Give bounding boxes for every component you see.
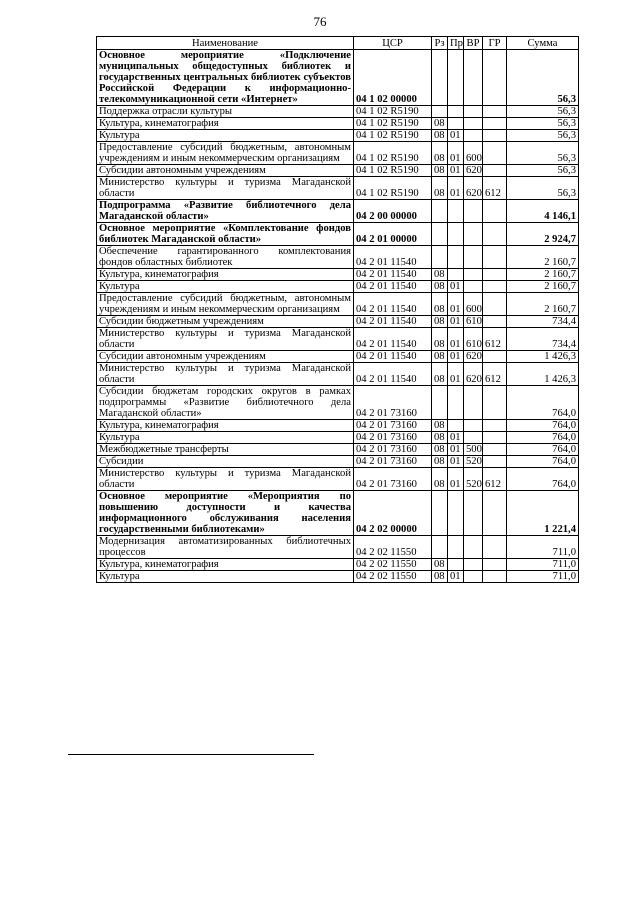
cell-pr: 01 <box>448 142 464 165</box>
cell-vr <box>464 50 483 106</box>
cell-rz: 08 <box>432 165 448 177</box>
cell-rz <box>432 50 448 106</box>
cell-pr <box>448 200 464 223</box>
cell-vr <box>464 559 483 571</box>
cell-pr: 01 <box>448 177 464 200</box>
cell-csr: 04 2 01 11540 <box>354 351 432 363</box>
cell-pr <box>448 118 464 130</box>
cell-name: Модернизация автоматизированных библиотечных процессов <box>97 536 354 559</box>
cell-rz <box>432 223 448 246</box>
cell-sum: 764,0 <box>507 468 579 491</box>
cell-pr: 01 <box>448 165 464 177</box>
cell-sum: 56,3 <box>507 118 579 130</box>
cell-csr: 04 2 01 73160 <box>354 420 432 432</box>
cell-name: Основное мероприятие «Комплектование фондов библиотек Магаданской области» <box>97 223 354 246</box>
cell-sum: 56,3 <box>507 177 579 200</box>
cell-vr <box>464 269 483 281</box>
cell-name: Культура, кинематография <box>97 269 354 281</box>
table-row <box>97 559 579 571</box>
cell-gr: 612 <box>483 468 507 491</box>
cell-gr <box>483 223 507 246</box>
cell-gr <box>483 246 507 269</box>
cell-name: Подпрограмма «Развитие библиотечного дела Магаданской области» <box>97 200 354 223</box>
cell-rz <box>432 246 448 269</box>
table-row <box>97 269 579 281</box>
cell-sum: 56,3 <box>507 142 579 165</box>
cell-vr: 620 <box>464 363 483 386</box>
header-sum: Сумма <box>507 37 579 50</box>
cell-name: Культура <box>97 571 354 583</box>
cell-csr: 04 2 02 00000 <box>354 491 432 536</box>
cell-vr <box>464 491 483 536</box>
cell-sum: 734,4 <box>507 328 579 351</box>
cell-vr: 610 <box>464 328 483 351</box>
cell-vr <box>464 130 483 142</box>
cell-sum: 764,0 <box>507 420 579 432</box>
cell-name: Министерство культуры и туризма Магаданской области <box>97 468 354 491</box>
table-row <box>97 106 579 118</box>
cell-name: Министерство культуры и туризма Магаданской области <box>97 328 354 351</box>
header-pr: Пр <box>448 37 464 50</box>
table-row <box>97 351 579 363</box>
cell-vr <box>464 536 483 559</box>
cell-vr <box>464 432 483 444</box>
cell-sum: 1 426,3 <box>507 363 579 386</box>
cell-vr <box>464 281 483 293</box>
cell-name: Культура <box>97 432 354 444</box>
cell-csr: 04 2 01 11540 <box>354 363 432 386</box>
cell-rz: 08 <box>432 456 448 468</box>
cell-pr: 01 <box>448 363 464 386</box>
table-row <box>97 142 579 165</box>
cell-csr: 04 1 02 R5190 <box>354 142 432 165</box>
cell-vr <box>464 223 483 246</box>
table-row <box>97 432 579 444</box>
cell-vr: 610 <box>464 316 483 328</box>
cell-gr <box>483 293 507 316</box>
cell-csr: 04 2 01 11540 <box>354 293 432 316</box>
cell-pr: 01 <box>448 571 464 583</box>
table-row <box>97 328 579 351</box>
cell-gr <box>483 200 507 223</box>
cell-sum: 711,0 <box>507 571 579 583</box>
cell-pr <box>448 50 464 106</box>
table-body <box>97 50 579 583</box>
cell-name: Субсидии бюджетам городских округов в рамках подпрограммы «Развитие библиотечного дела Магаданской области» <box>97 386 354 420</box>
cell-vr: 620 <box>464 165 483 177</box>
cell-csr: 04 2 00 00000 <box>354 200 432 223</box>
cell-rz: 08 <box>432 293 448 316</box>
table-row <box>97 223 579 246</box>
cell-pr <box>448 386 464 420</box>
cell-csr: 04 2 01 73160 <box>354 432 432 444</box>
cell-gr <box>483 491 507 536</box>
cell-sum: 56,3 <box>507 130 579 142</box>
cell-pr: 01 <box>448 351 464 363</box>
cell-gr <box>483 432 507 444</box>
cell-pr <box>448 223 464 246</box>
cell-pr: 01 <box>448 316 464 328</box>
cell-rz: 08 <box>432 316 448 328</box>
cell-name: Министерство культуры и туризма Магаданской области <box>97 363 354 386</box>
cell-name: Субсидии автономным учреждениям <box>97 351 354 363</box>
cell-name: Субсидии автономным учреждениям <box>97 165 354 177</box>
cell-vr <box>464 246 483 269</box>
cell-pr <box>448 536 464 559</box>
cell-sum: 711,0 <box>507 536 579 559</box>
cell-name: Культура <box>97 281 354 293</box>
cell-rz: 08 <box>432 328 448 351</box>
cell-rz: 08 <box>432 559 448 571</box>
cell-csr: 04 2 01 11540 <box>354 328 432 351</box>
cell-rz: 08 <box>432 281 448 293</box>
cell-sum: 56,3 <box>507 50 579 106</box>
cell-sum: 2 160,7 <box>507 281 579 293</box>
cell-pr: 01 <box>448 468 464 491</box>
cell-name: Культура, кинематография <box>97 118 354 130</box>
cell-sum: 4 146,1 <box>507 200 579 223</box>
table-row <box>97 444 579 456</box>
cell-gr <box>483 165 507 177</box>
cell-rz: 08 <box>432 130 448 142</box>
cell-name: Поддержка отрасли культуры <box>97 106 354 118</box>
header-gr: ГР <box>483 37 507 50</box>
cell-gr <box>483 269 507 281</box>
budget-table <box>96 36 579 583</box>
cell-rz: 08 <box>432 363 448 386</box>
cell-rz: 08 <box>432 571 448 583</box>
page-number: 76 <box>313 14 327 29</box>
cell-gr <box>483 351 507 363</box>
footnote-separator <box>68 754 314 755</box>
header-vr: ВР <box>464 37 483 50</box>
cell-name: Межбюджетные трансферты <box>97 444 354 456</box>
cell-gr <box>483 281 507 293</box>
cell-rz: 08 <box>432 351 448 363</box>
cell-rz: 08 <box>432 118 448 130</box>
cell-pr <box>448 420 464 432</box>
header-rz: Рз <box>432 37 448 50</box>
table-row <box>97 456 579 468</box>
cell-csr: 04 2 02 11550 <box>354 536 432 559</box>
cell-csr: 04 1 02 R5190 <box>354 130 432 142</box>
cell-csr: 04 1 02 R5190 <box>354 165 432 177</box>
cell-gr <box>483 50 507 106</box>
cell-name: Субсидии <box>97 456 354 468</box>
cell-csr: 04 2 01 11540 <box>354 269 432 281</box>
table-row <box>97 293 579 316</box>
table-row <box>97 118 579 130</box>
cell-name: Предоставление субсидий бюджетным, автономным учреждениям и иным некоммерческим организациям <box>97 293 354 316</box>
cell-name: Обеспечение гарантированного комплектования фондов областных библиотек <box>97 246 354 269</box>
cell-gr <box>483 456 507 468</box>
cell-gr <box>483 118 507 130</box>
cell-sum: 1 221,4 <box>507 491 579 536</box>
cell-pr: 01 <box>448 456 464 468</box>
cell-csr: 04 1 02 R5190 <box>354 106 432 118</box>
cell-csr: 04 1 02 00000 <box>354 50 432 106</box>
cell-pr <box>448 491 464 536</box>
cell-name: Культура, кинематография <box>97 420 354 432</box>
cell-csr: 04 2 01 73160 <box>354 444 432 456</box>
cell-rz <box>432 200 448 223</box>
table-row <box>97 316 579 328</box>
cell-pr: 01 <box>448 130 464 142</box>
cell-csr: 04 1 02 R5190 <box>354 118 432 130</box>
cell-rz: 08 <box>432 420 448 432</box>
cell-vr <box>464 571 483 583</box>
table-row <box>97 536 579 559</box>
cell-sum: 2 160,7 <box>507 269 579 281</box>
cell-sum: 2 160,7 <box>507 246 579 269</box>
cell-csr: 04 2 01 00000 <box>354 223 432 246</box>
cell-gr <box>483 106 507 118</box>
table-row <box>97 363 579 386</box>
cell-vr: 620 <box>464 351 483 363</box>
cell-sum: 734,4 <box>507 316 579 328</box>
cell-vr <box>464 118 483 130</box>
table-row <box>97 491 579 536</box>
cell-gr: 612 <box>483 328 507 351</box>
table-header-row <box>97 37 579 50</box>
cell-csr: 04 2 01 73160 <box>354 386 432 420</box>
cell-sum: 2 924,7 <box>507 223 579 246</box>
cell-vr <box>464 106 483 118</box>
cell-name: Культура, кинематография <box>97 559 354 571</box>
cell-vr: 520 <box>464 456 483 468</box>
cell-pr: 01 <box>448 432 464 444</box>
cell-vr: 600 <box>464 293 483 316</box>
cell-sum: 1 426,3 <box>507 351 579 363</box>
table-row <box>97 468 579 491</box>
table-row <box>97 420 579 432</box>
cell-sum: 56,3 <box>507 165 579 177</box>
cell-rz: 08 <box>432 269 448 281</box>
header-name: Наименование <box>97 37 354 50</box>
cell-name: Основное мероприятие «Подключение муниципальных общедоступных библиотек и государственных центральных библиотек субъектов Российской Федерации к информационно-телекоммуникационной сети «Интернет» <box>97 50 354 106</box>
cell-pr: 01 <box>448 293 464 316</box>
cell-pr <box>448 559 464 571</box>
cell-pr: 01 <box>448 328 464 351</box>
table-row <box>97 177 579 200</box>
cell-name: Основное мероприятие «Мероприятия по повышению доступности и качества информационного обслуживания населения государственными библиотеками» <box>97 491 354 536</box>
cell-sum: 764,0 <box>507 432 579 444</box>
cell-gr: 612 <box>483 177 507 200</box>
cell-rz: 08 <box>432 432 448 444</box>
cell-sum: 711,0 <box>507 559 579 571</box>
cell-csr: 04 2 01 11540 <box>354 281 432 293</box>
cell-sum: 764,0 <box>507 456 579 468</box>
cell-csr: 04 1 02 R5190 <box>354 177 432 200</box>
table-row <box>97 165 579 177</box>
cell-gr <box>483 386 507 420</box>
cell-gr <box>483 536 507 559</box>
table-row <box>97 386 579 420</box>
cell-sum: 764,0 <box>507 386 579 420</box>
cell-gr <box>483 142 507 165</box>
cell-csr: 04 2 01 73160 <box>354 456 432 468</box>
cell-vr <box>464 386 483 420</box>
cell-gr <box>483 444 507 456</box>
cell-sum: 764,0 <box>507 444 579 456</box>
cell-rz: 08 <box>432 177 448 200</box>
table-row <box>97 200 579 223</box>
cell-rz: 08 <box>432 444 448 456</box>
table-row <box>97 246 579 269</box>
cell-csr: 04 2 02 11550 <box>354 571 432 583</box>
cell-vr: 620 <box>464 177 483 200</box>
cell-name: Культура <box>97 130 354 142</box>
table-row <box>97 571 579 583</box>
cell-vr: 500 <box>464 444 483 456</box>
cell-rz <box>432 536 448 559</box>
cell-sum: 56,3 <box>507 106 579 118</box>
cell-gr <box>483 559 507 571</box>
cell-gr <box>483 130 507 142</box>
cell-csr: 04 2 01 11540 <box>354 316 432 328</box>
header-csr: ЦСР <box>354 37 432 50</box>
cell-rz <box>432 386 448 420</box>
cell-gr <box>483 420 507 432</box>
cell-rz: 08 <box>432 142 448 165</box>
cell-pr: 01 <box>448 444 464 456</box>
cell-rz: 08 <box>432 468 448 491</box>
cell-rz <box>432 106 448 118</box>
cell-vr: 600 <box>464 142 483 165</box>
cell-pr <box>448 269 464 281</box>
cell-pr <box>448 246 464 269</box>
cell-csr: 04 2 02 11550 <box>354 559 432 571</box>
cell-csr: 04 2 01 11540 <box>354 246 432 269</box>
table-row <box>97 50 579 106</box>
cell-vr: 520 <box>464 468 483 491</box>
cell-name: Министерство культуры и туризма Магаданской области <box>97 177 354 200</box>
table-row <box>97 130 579 142</box>
table-row <box>97 281 579 293</box>
cell-csr: 04 2 01 73160 <box>354 468 432 491</box>
cell-vr <box>464 200 483 223</box>
cell-name: Субсидии бюджетным учреждениям <box>97 316 354 328</box>
cell-gr <box>483 571 507 583</box>
cell-pr <box>448 106 464 118</box>
cell-rz <box>432 491 448 536</box>
cell-gr <box>483 316 507 328</box>
cell-gr: 612 <box>483 363 507 386</box>
cell-sum: 2 160,7 <box>507 293 579 316</box>
cell-pr: 01 <box>448 281 464 293</box>
cell-vr <box>464 420 483 432</box>
cell-name: Предоставление субсидий бюджетным, автономным учреждениям и иным некоммерческим организациям <box>97 142 354 165</box>
